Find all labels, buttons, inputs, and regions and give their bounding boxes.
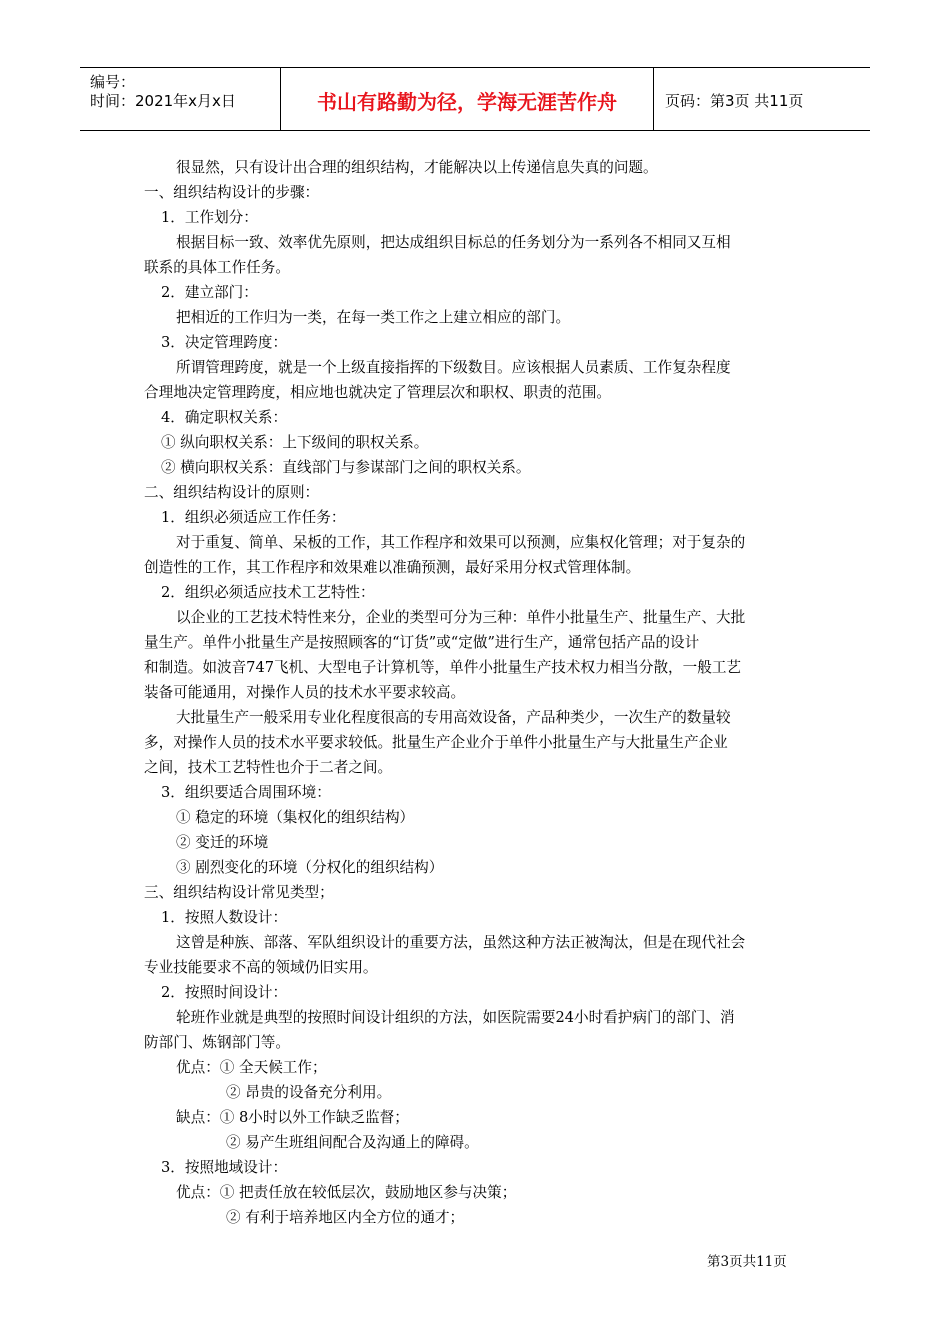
paragraph-line: 所谓管理跨度，就是一个上级直接指挥的下级数目。应该根据人员素质、工作复杂程度	[176, 359, 731, 376]
section-heading: 一、组织结构设计的步骤：	[144, 184, 320, 201]
subsection-heading: 2．建立部门：	[161, 284, 258, 301]
paragraph-line: 轮班作业就是典型的按照时间设计组织的方法，如医院需要24小时看护病门的部门、消	[176, 1009, 735, 1026]
paragraph-line: 之间，技术工艺特性也介于二者之间。	[144, 759, 393, 776]
pros-item: 优点：① 把责任放在较低层次，鼓励地区参与决策；	[176, 1184, 517, 1201]
header-motto-cell	[281, 68, 654, 130]
paragraph-line: 装备可能通用，对操作人员的技术水平要求较高。	[144, 684, 466, 701]
paragraph-line: 对于重复、简单、呆板的工作，其工作程序和效果可以预测，应集权化管理；对于复杂的	[176, 534, 746, 551]
document-number-label: 编号：	[90, 73, 136, 91]
subsection-heading: 1．组织必须适应工作任务：	[161, 509, 346, 526]
pros-item: 优点：① 全天候工作；	[176, 1059, 327, 1076]
pros-item: ② 有利于培养地区内全方位的通才；	[226, 1209, 465, 1226]
subsection-heading: 3．按照地域设计：	[161, 1159, 288, 1176]
cons-item: ② 易产生班组间配合及沟通上的障碍。	[226, 1134, 479, 1151]
paragraph-line: 把相近的工作归为一类，在每一类工作之上建立相应的部门。	[176, 309, 571, 326]
paragraph-line: 防部门、炼钢部门等。	[144, 1034, 290, 1051]
list-item: ③ 剧烈变化的环境（分权化的组织结构）	[176, 859, 444, 876]
paragraph-line: 量生产。单件小批量生产是按照顾客的“订货”或“定做”进行生产，通常包括产品的设计	[144, 634, 700, 651]
subsection-heading: 4．确定职权关系：	[161, 409, 288, 426]
section-heading: 三、组织结构设计常见类型；	[144, 884, 334, 901]
cons-item: 缺点：① 8小时以外工作缺乏监督；	[176, 1109, 409, 1126]
page-header	[80, 67, 870, 131]
subsection-heading: 1．按照人数设计：	[161, 909, 288, 926]
subsection-heading: 1．工作划分：	[161, 209, 258, 226]
subsection-heading: 3．决定管理跨度：	[161, 334, 288, 351]
list-item: ② 横向职权关系：直线部门与参谋部门之间的职权关系。	[161, 459, 531, 476]
page-number-label: 页码：第3页 共11页	[665, 92, 804, 110]
section-heading: 二、组织结构设计的原则：	[144, 484, 320, 501]
subsection-heading: 2．组织必须适应技术工艺特性：	[161, 584, 375, 601]
header-page-cell	[655, 68, 870, 130]
subsection-heading: 3．组织要适合周围环境：	[161, 784, 331, 801]
document-date-label: 时间：2021年x月x日	[90, 92, 236, 110]
paragraph-line: 创造性的工作，其工作程序和效果难以准确预测，最好采用分权式管理体制。	[144, 559, 641, 576]
header-info-cell	[80, 68, 281, 130]
paragraph-line: 多，对操作人员的技术水平要求较低。批量生产企业介于单件小批量生产与大批量生产企业	[144, 734, 728, 751]
paragraph-line: 大批量生产一般采用专业化程度很高的专用高效设备，产品种类少，一次生产的数量较	[176, 709, 731, 726]
subsection-heading: 2．按照时间设计：	[161, 984, 288, 1001]
list-item: ① 纵向职权关系：上下级间的职权关系。	[161, 434, 429, 451]
list-item: ① 稳定的环境（集权化的组织结构）	[176, 809, 415, 826]
paragraph-line: 根据目标一致、效率优先原则，把达成组织目标总的任务划分为一系列各不相同又互相	[176, 234, 731, 251]
page-footer: 第3页共11页	[707, 1254, 787, 1270]
paragraph-line: 这曾是种族、部落、军队组织设计的重要方法，虽然这种方法正被淘汰，但是在现代社会	[176, 934, 746, 951]
paragraph-line: 以企业的工艺技术特性来分，企业的类型可分为三种：单件小批量生产、批量生产、大批	[176, 609, 746, 626]
paragraph-line: 联系的具体工作任务。	[144, 259, 290, 276]
list-item: ② 变迁的环境	[176, 834, 269, 851]
paragraph-line: 专业技能要求不高的领域仍旧实用。	[144, 959, 378, 976]
paragraph-line: 很显然，只有设计出合理的组织结构，才能解决以上传递信息失真的问题。	[176, 159, 658, 176]
paragraph-line: 和制造。如波音747飞机、大型电子计算机等，单件小批量生产技术权力相当分散，一般工艺	[144, 659, 742, 676]
motto-text: 书山有路勤为径，学海无涯苦作舟	[317, 90, 617, 114]
pros-item: ② 昂贵的设备充分利用。	[226, 1084, 392, 1101]
paragraph-line: 合理地决定管理跨度，相应地也就决定了管理层次和职权、职责的范围。	[144, 384, 612, 401]
